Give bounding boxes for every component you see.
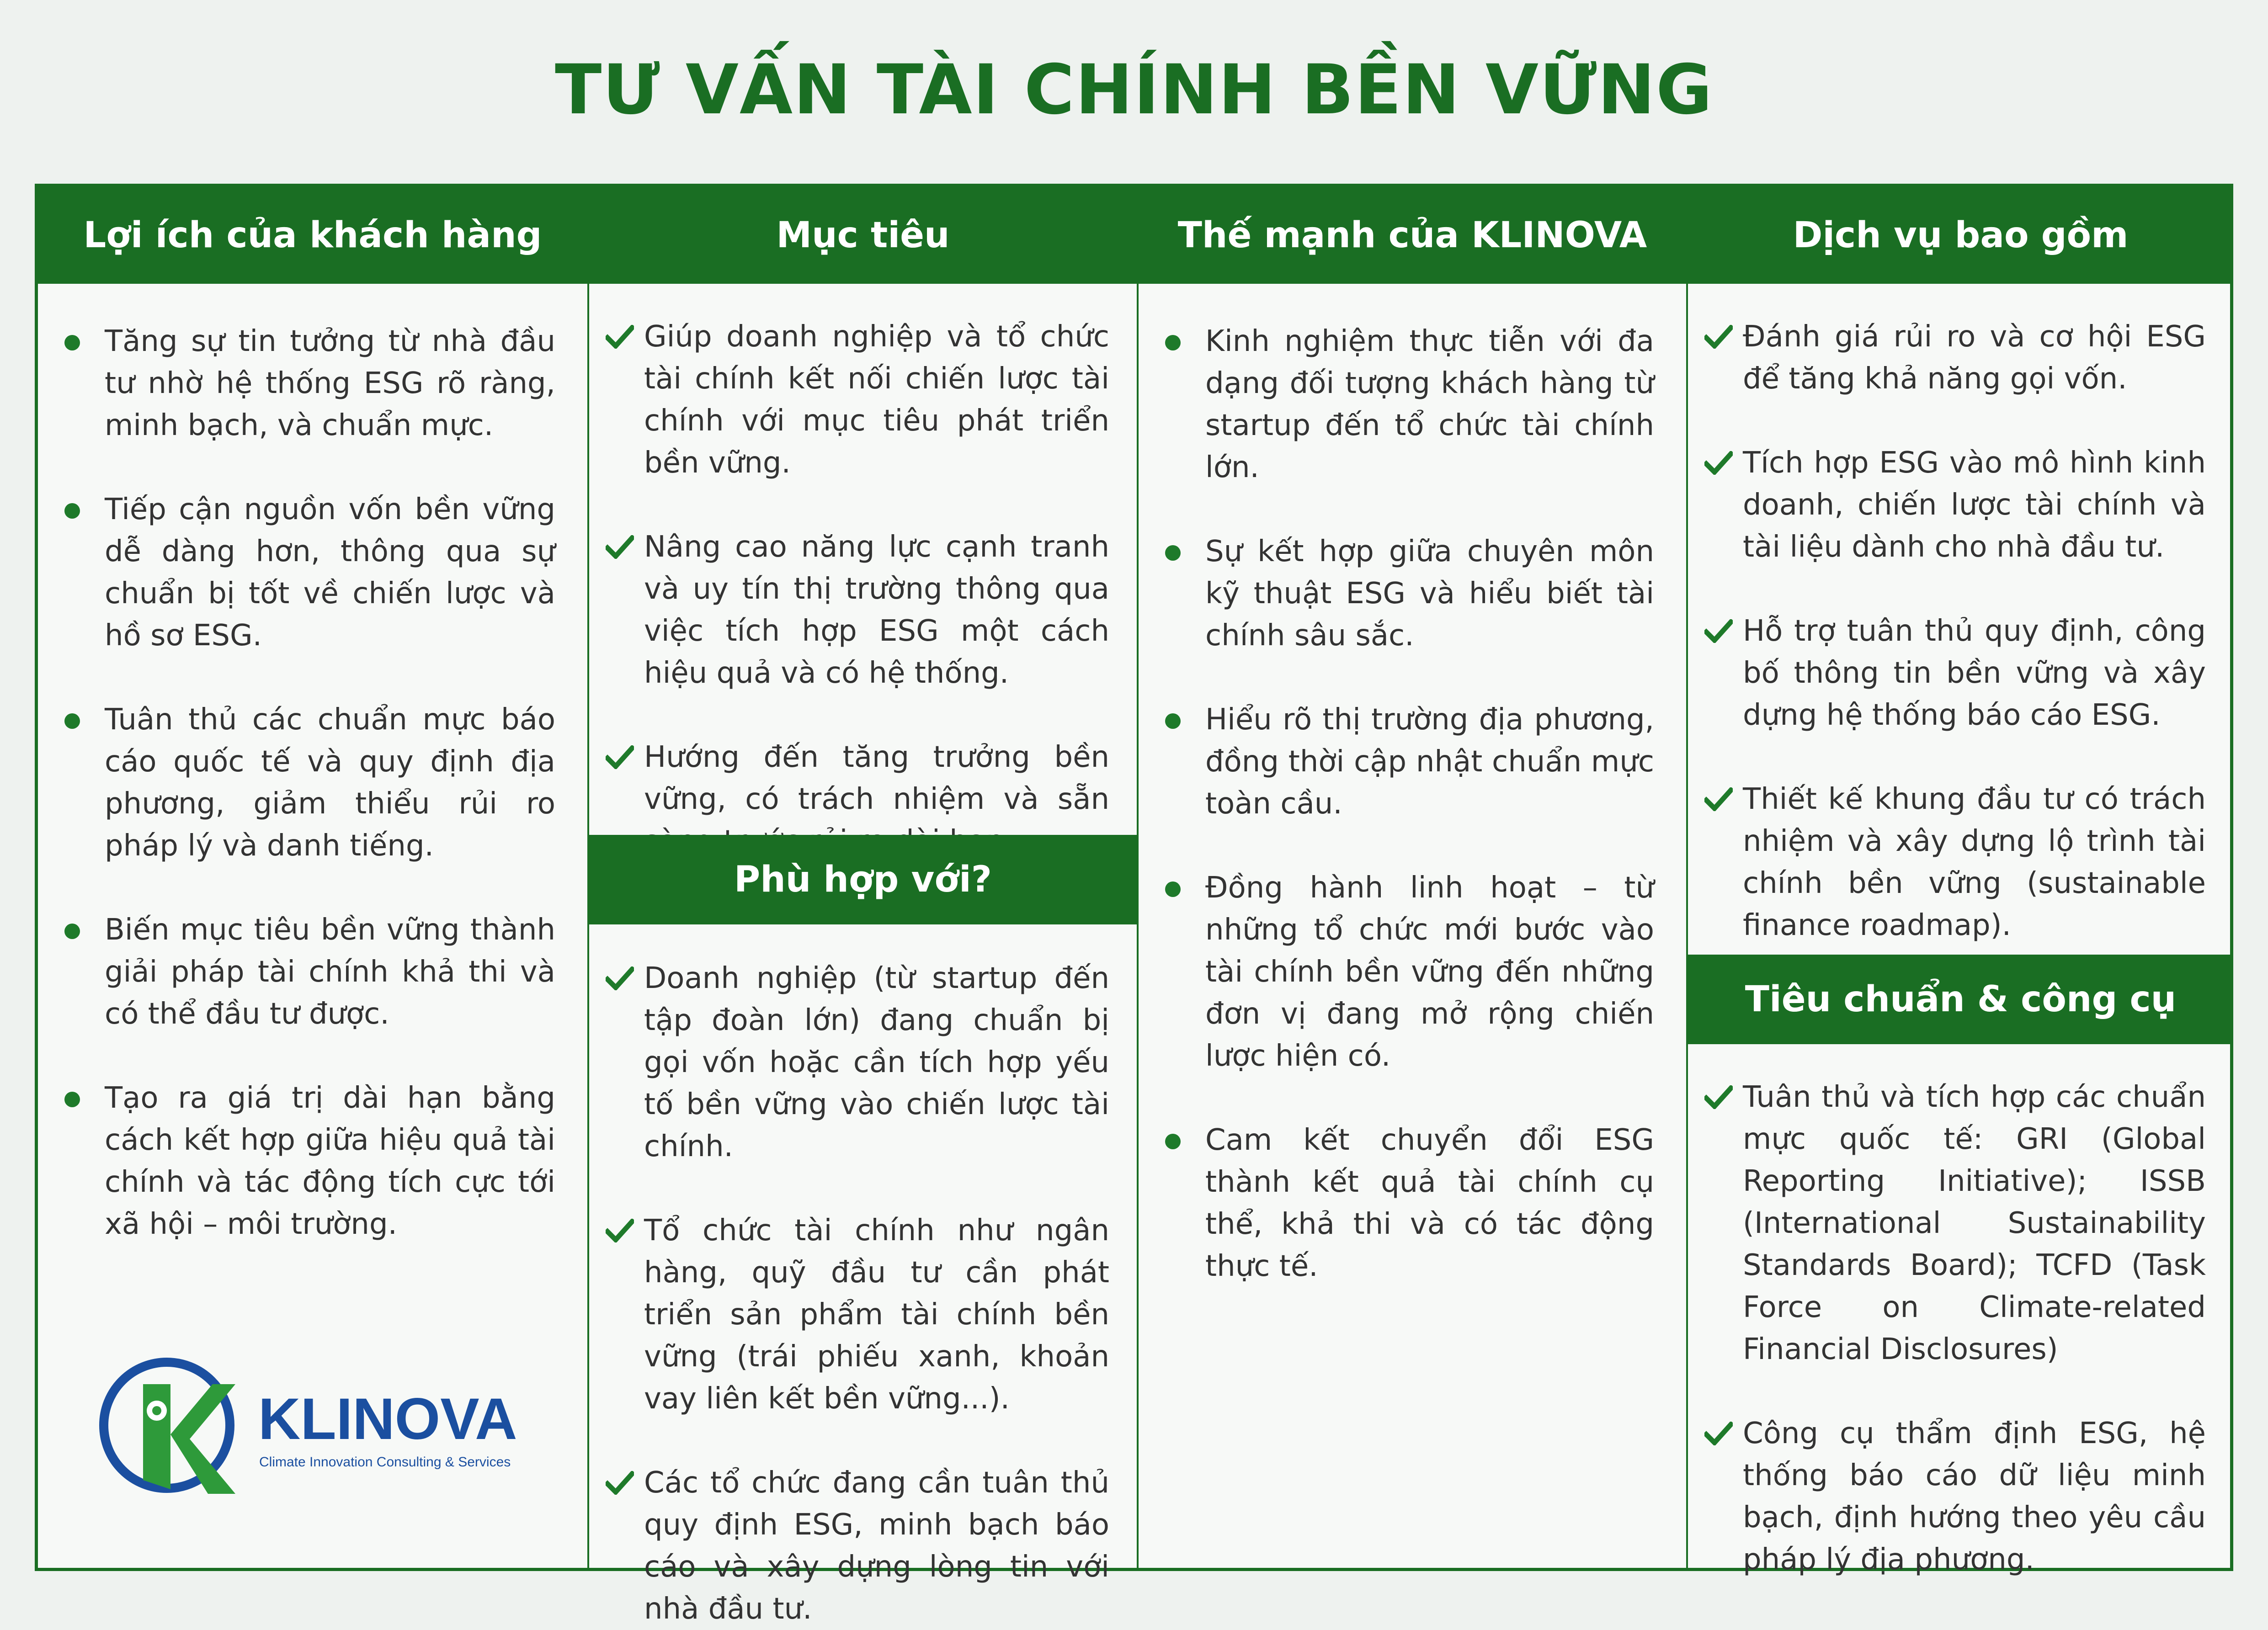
column-benefits xyxy=(38,187,587,1568)
list-item: Tăng sự tin tưởng từ nhà đầu tư nhờ hệ thống ESG rõ ràng, minh bạch, và chuẩn mực. xyxy=(38,320,587,446)
list-item: Tổ chức tài chính như ngân hàng, quỹ đầu tư cần phát triển sản phẩm tài chính bền vững (trái phiếu xanh, khoản vay liên kết bền vững...). xyxy=(589,1210,1137,1420)
logo-tagline: Climate Innovation Consulting & Services xyxy=(259,1455,511,1470)
check-icon xyxy=(1704,787,1733,811)
check-icon xyxy=(606,966,634,990)
bullet-icon xyxy=(1165,545,1181,561)
logo-name: KLINOVA xyxy=(258,1386,517,1452)
check-icon xyxy=(1704,1422,1733,1445)
list-item: Doanh nghiệp (từ startup đến tập đoàn lớn) đang chuẩn bị gọi vốn hoặc cần tích hợp yếu tố bền vững vào chiến lược tài chính. xyxy=(589,957,1137,1168)
list-item: Tuân thủ các chuẩn mực báo cáo quốc tế và quy định địa phương, giảm thiểu rủi ro pháp lý và danh tiếng. xyxy=(38,699,587,867)
check-icon xyxy=(606,1471,634,1495)
heading-standards: Tiêu chuẩn & công cụ xyxy=(1688,955,2233,1044)
standards-list xyxy=(1688,1076,2233,1581)
list-item: Đánh giá rủi ro và cơ hội ESG để tăng khả năng gọi vốn. xyxy=(1688,316,2233,400)
bullet-icon xyxy=(64,503,80,519)
list-item: Cam kết chuyển đổi ESG thành kết quả tài chính cụ thể, khả thi và có tác động thực tế. xyxy=(1139,1119,1686,1287)
suitable-list xyxy=(589,957,1137,1630)
heading-services: Dịch vụ bao gồm xyxy=(1688,187,2233,284)
list-item: Đồng hành linh hoạt – từ những tổ chức mới bước vào tài chính bền vững đến những đơn vị đang mở rộng chiến lược hiện có. xyxy=(1139,867,1686,1077)
services-list xyxy=(1688,316,2233,946)
heading-strengths: Thế mạnh của KLINOVA xyxy=(1139,187,1686,284)
column-strengths xyxy=(1137,187,1686,1568)
check-icon xyxy=(1704,619,1733,643)
page-title: TƯ VẤN TÀI CHÍNH BỀN VỮNG xyxy=(555,50,1713,130)
check-icon xyxy=(606,325,634,349)
klinova-logo-icon xyxy=(98,1357,555,1508)
content-board xyxy=(35,184,2233,1626)
bullet-icon xyxy=(64,335,80,350)
list-item: Sự kết hợp giữa chuyên môn kỹ thuật ESG và hiểu biết tài chính sâu sắc. xyxy=(1139,531,1686,657)
list-item: Công cụ thẩm định ESG, hệ thống báo cáo dữ liệu minh bạch, định hướng theo yêu cầu pháp lý địa phương. xyxy=(1688,1412,2233,1581)
heading-benefits: Lợi ích của khách hàng xyxy=(38,187,587,284)
check-icon xyxy=(606,1219,634,1242)
list-item: Kinh nghiệm thực tiễn với đa dạng đối tượng khách hàng từ startup đến tổ chức tài chính lớn. xyxy=(1139,320,1686,488)
list-item: Biến mục tiêu bền vững thành giải pháp tài chính khả thi và có thể đầu tư được. xyxy=(38,909,587,1035)
bullet-icon xyxy=(1165,713,1181,729)
check-icon xyxy=(606,535,634,559)
list-item: Giúp doanh nghiệp và tổ chức tài chính kết nối chiến lược tài chính với mục tiêu phát triển bền vững. xyxy=(589,316,1137,484)
check-icon xyxy=(1704,451,1733,475)
strengths-list xyxy=(1139,320,1686,1287)
list-item: Tuân thủ và tích hợp các chuẩn mực quốc tế: GRI (Global Reporting Initiative); ISSB (International Sustainability Standards Board); TCFD (Task Force on Climate-related Financial Disclosures) xyxy=(1688,1076,2233,1370)
heading-suitable: Phù hợp với? xyxy=(589,835,1137,924)
heading-goals: Mục tiêu xyxy=(589,187,1137,284)
check-icon xyxy=(1704,325,1733,349)
bullet-icon xyxy=(1165,881,1181,897)
list-item: Tạo ra giá trị dài hạn bằng cách kết hợp giữa hiệu quả tài chính và tác động tích cực tới xã hội – môi trường. xyxy=(38,1077,587,1245)
list-item: Hỗ trợ tuân thủ quy định, công bố thông tin bền vững và xây dựng hệ thống báo cáo ESG. xyxy=(1688,610,2233,736)
goals-list xyxy=(589,316,1137,862)
list-item: Tích hợp ESG vào mô hình kinh doanh, chiến lược tài chính và tài liệu dành cho nhà đầu tư. xyxy=(1688,442,2233,568)
list-item: Hướng đến tăng trưởng bền vững, có trách nhiệm và sẵn xyxy=(589,736,1137,862)
bullet-icon xyxy=(64,713,80,729)
bullet-icon xyxy=(1165,335,1181,350)
list-item: Nâng cao năng lực cạnh tranh và uy tín thị trường thông qua việc tích hợp ESG một cách hiệu quả và có hệ thống. xyxy=(589,526,1137,694)
list-item: Tiếp cận nguồn vốn bền vững dễ dàng hơn, thông qua sự chuẩn bị tốt về chiến lược và hồ sơ ESG. xyxy=(38,488,587,657)
list-item: Thiết kế khung đầu tư có trách nhiệm và xây dựng lộ trình tài chính bền vững (sustainable finance roadmap). xyxy=(1688,778,2233,946)
list-item: Hiểu rõ thị trường địa phương, đồng thời cập nhật chuẩn mực toàn cầu. xyxy=(1139,699,1686,825)
benefits-list xyxy=(38,320,587,1245)
check-icon xyxy=(606,745,634,769)
bullet-icon xyxy=(64,1092,80,1107)
list-item: Các tổ chức đang cần tuân thủ quy định ESG, minh bạch báo cáo và xây dựng lòng tin với nhà đầu tư. xyxy=(589,1462,1137,1630)
column-goals xyxy=(587,187,1137,1626)
check-icon xyxy=(1704,1085,1733,1109)
bullet-icon xyxy=(1165,1134,1181,1149)
bullet-icon xyxy=(64,924,80,939)
column-services xyxy=(1686,187,2233,1577)
